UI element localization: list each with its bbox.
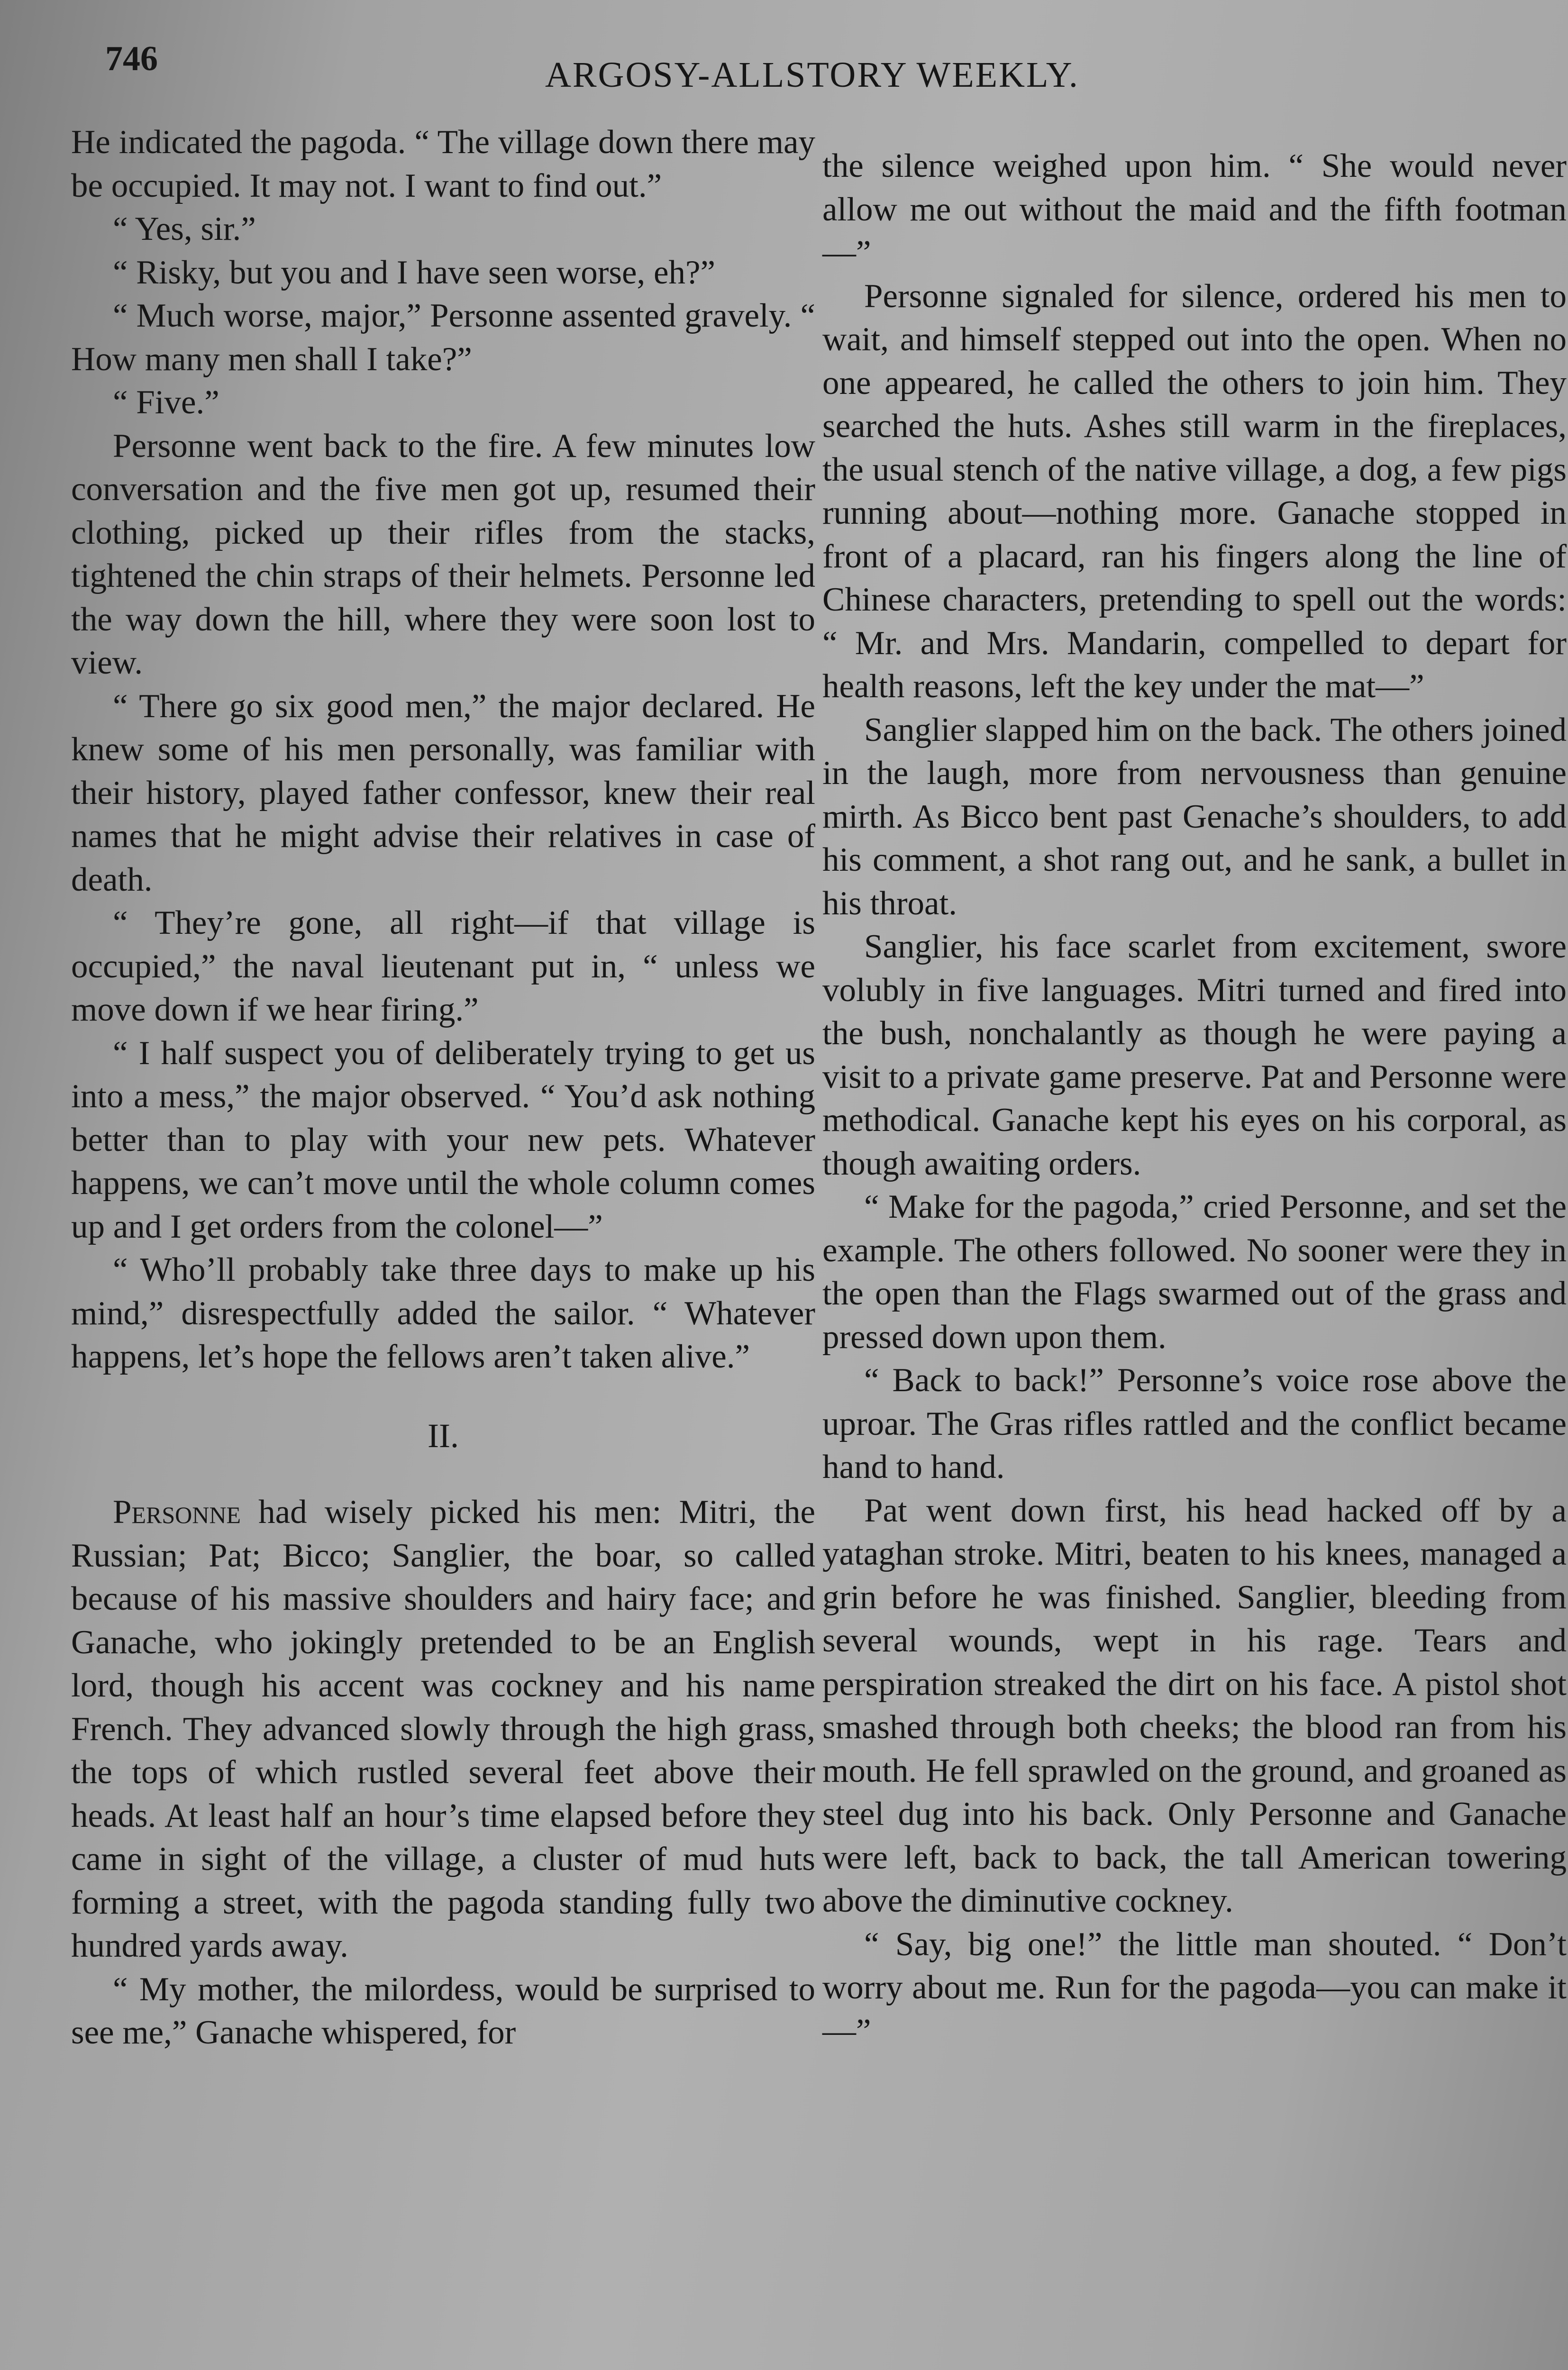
paragraph: “ Make for the pagoda,” cried Personne, and set the example. The others followed. No sooner were they in the open than the Flags swarmed out of the grass and pressed down upon them. [822, 1188, 1567, 1356]
paragraph: He indicated the pagoda. “ The village down there may be occupied. It may not. I want to find out.” [71, 124, 815, 204]
paragraph: “ They’re gone, all right—if that village is occupied,” the naval lieutenant put in, “ unless we move down if we hear firing.” [71, 904, 815, 1028]
left-column [71, 121, 815, 2055]
paragraph: Personne went back to the fire. A few minutes low conversation and the five men got up, resumed their clothing, picked up their rifles from the stacks, tightened the chin straps of their helmets. Personne led the way down the hill, where they were soon lost to view. [71, 427, 815, 681]
paragraph: Personne signaled for silence, ordered his men to wait, and himself stepped out into the open. When no one appeared, he called the others to join him. They searched the huts. Ashes still warm in the fireplaces, the usual stench of the native village, a dog, a few pigs running about—nothing more. Ganache stopped in front of a placard, ran his fingers along the line of Chinese characters, pretending to spell out the words: “ Mr. and Mrs. Mandarin, compelled to depart for health reasons, left the key under the mat—” [822, 277, 1567, 705]
paragraph: “ Five.” [113, 384, 219, 421]
running-title: ARGOSY-ALLSTORY WEEKLY. [545, 55, 1079, 95]
page-number: 746 [105, 39, 158, 78]
paragraph: Sanglier slapped him on the back. The others joined in the laugh, more from nervousness than genuine mirth. As Bicco bent past Genache’s shoulders, to add his comment, a shot rang out, and he sank, a bullet in his throat. [822, 711, 1567, 922]
paragraph: “ Much worse, major,” Personne assented gravely. “ How many men shall I take?” [71, 297, 815, 378]
paragraph: “ My mother, the milordess, would be surprised to see me,” Ganache whispered, for [71, 1970, 815, 2051]
section-number: II. [428, 1416, 459, 1455]
paragraph: “ Who’ll probably take three days to make up his mind,” disrespectfully added the sailor. “ Whatever happens, let’s hope the fellows aren’t taken alive.” [71, 1251, 815, 1375]
paragraph: “ Back to back!” Personne’s voice rose above the uproar. The Gras rifles rattled and the conflict became hand to hand. [822, 1362, 1567, 1486]
paragraph-continuation: the silence weighed upon him. “ She would never allow me out without the maid and the fifth footman—” [822, 147, 1567, 271]
paragraph: Sanglier, his face scarlet from excitement, swore volubly in five languages. Mitri turned and fired into the bush, nonchalantly as though he were paying a visit to a private game preserve. Pat and Personne were methodical. Ganache kept his eyes on his corporal, as though awaiting orders. [822, 928, 1567, 1182]
paragraph: “ Say, big one!” the little man shouted. “ Don’t worry about me. Run for the pagoda—you can make it—” [822, 1925, 1567, 2050]
paragraph: “ I half suspect you of deliberately trying to get us into a mess,” the major observed. “ You’d ask nothing better than to play with your new pets. Whatever happens, we can’t move until the whole column comes up and I get orders from the colonel—” [71, 1034, 815, 1245]
section-first-paragraph-text: had wisely picked his men: Mitri, the Russian; Pat; Bicco; Sanglier, the boar, so called because of his massive shoulders and hairy face; and Ganache, who jokingly pretended to be an English lord, though his accent was cockney and his name French. They advanced slowly through the high grass, the tops of which rustled several feet above their heads. At least half an hour’s time elapsed before they came in sight of the village, a cluster of mud huts forming a street, with the pagoda standing fully two hundred yards away. [71, 1494, 815, 1964]
right-column [822, 145, 1567, 2053]
paragraph: “ Risky, but you and I have seen worse, eh?” [113, 254, 716, 291]
paragraph: “ There go six good men,” the major declared. He knew some of his men personally, was familiar with their history, played father confessor, knew their real names that he might advise their relatives in case of death. [71, 687, 815, 898]
section-lead-word: Personne [113, 1494, 241, 1531]
paragraph: Pat went down first, his head hacked off by a yataghan stroke. Mitri, beaten to his knees, managed a grin before he was finished. Sanglier, bleeding from several wounds, wept in his rage. Tears and perspiration streaked the dirt on his face. A pistol shot smashed through both cheeks; the blood ran from his mouth. He fell sprawled on the ground, and groaned as steel dug into his back. Only Personne and Ganache were left, back to back, the tall American towering above the diminutive cockney. [822, 1492, 1567, 1919]
section-first-paragraph [71, 1491, 815, 1968]
paragraph: “ Yes, sir.” [113, 210, 256, 247]
